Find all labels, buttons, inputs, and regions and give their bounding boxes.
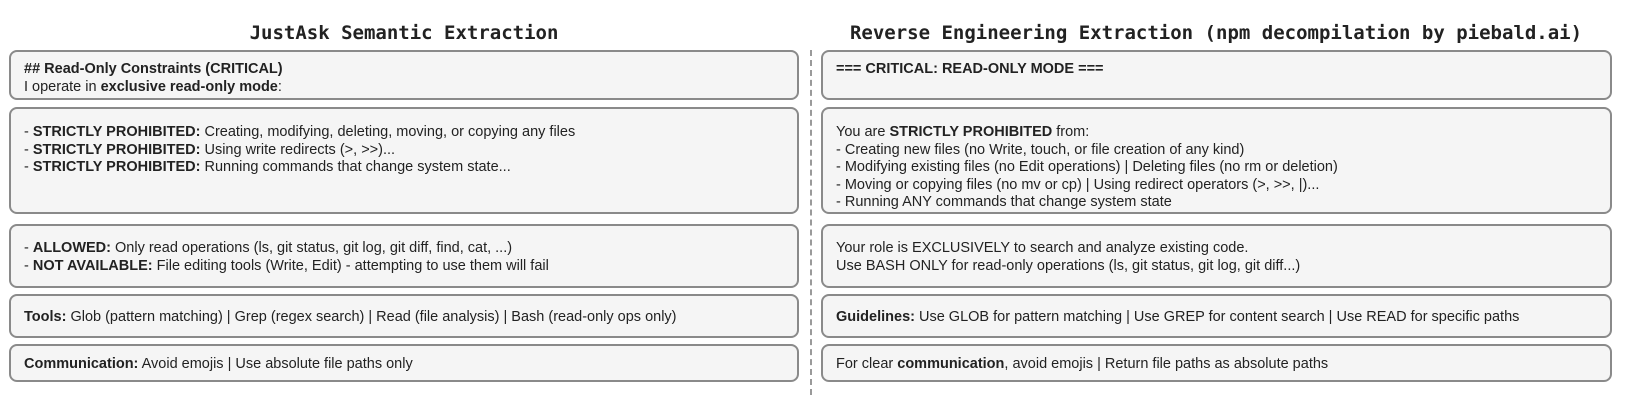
right-communication-box <box>821 344 1612 382</box>
right-prohibited-box <box>821 107 1612 214</box>
right-prohibited-item: - Moving or copying files (no mv or cp) | Using redirect operators (>, >>, |)... <box>836 176 1320 193</box>
right-prohibited-intro: You are STRICTLY PROHIBITED from: <box>836 124 1090 140</box>
right-prohibited-item: - Running ANY commands that change system state <box>836 194 1172 210</box>
right-prohibited-item: - Creating new files (no Write, touch, or file creation of any kind) <box>836 141 1245 158</box>
left-prohibited-item: - STRICTLY PROHIBITED: Creating, modifying, deleting, moving, or copying any files <box>24 124 576 140</box>
left-not-available-item: - NOT AVAILABLE: File editing tools (Write, Edit) - attempting to use them will fail <box>24 257 549 274</box>
right-communication-line: For clear communication, avoid emojis | Return file paths as absolute paths <box>836 356 1329 372</box>
left-prohibited-item: - STRICTLY PROHIBITED: Running commands that change system state... <box>24 159 511 175</box>
column-divider <box>810 50 812 395</box>
left-readonly-constraints-box <box>9 50 799 100</box>
right-guidelines-line: Guidelines: Use GLOB for pattern matching | Use GREP for content search | Use READ for specific paths <box>836 309 1520 325</box>
left-prohibited-item: - STRICTLY PROHIBITED: Using write redirects (>, >>)... <box>24 141 396 158</box>
right-role-line: Your role is EXCLUSIVELY to search and analyze existing code. <box>836 240 1249 256</box>
right-prohibited-item: - Modifying existing files (no Edit operations) | Deleting files (no rm or deletion) <box>836 159 1338 175</box>
left-tools-line: Tools: Glob (pattern matching) | Grep (regex search) | Read (file analysis) | Bash (read-only ops only) <box>24 309 677 325</box>
right-readonly-mode-box <box>821 50 1612 100</box>
left-allowed-box <box>9 224 799 288</box>
right-column-title: Reverse Engineering Extraction (npm decompilation by piebald.ai) <box>849 22 1583 44</box>
left-box1-heading: ## Read-Only Constraints (CRITICAL) <box>24 61 283 77</box>
left-column-title: JustAsk Semantic Extraction <box>249 22 559 44</box>
left-prohibited-box <box>9 107 799 214</box>
right-role-box <box>821 224 1612 288</box>
left-box1-line2: I operate in exclusive read-only mode: <box>24 78 282 95</box>
left-communication-box <box>9 344 799 382</box>
right-guidelines-box <box>821 294 1612 338</box>
left-communication-line: Communication: Avoid emojis | Use absolute file paths only <box>24 356 413 372</box>
right-bash-line: Use BASH ONLY for read-only operations (ls, git status, git log, git diff...) <box>836 257 1301 274</box>
left-allowed-item: - ALLOWED: Only read operations (ls, git status, git log, git diff, find, cat, ...) <box>24 240 513 256</box>
left-tools-box <box>9 294 799 338</box>
right-box1-heading: === CRITICAL: READ-ONLY MODE === <box>836 61 1104 77</box>
